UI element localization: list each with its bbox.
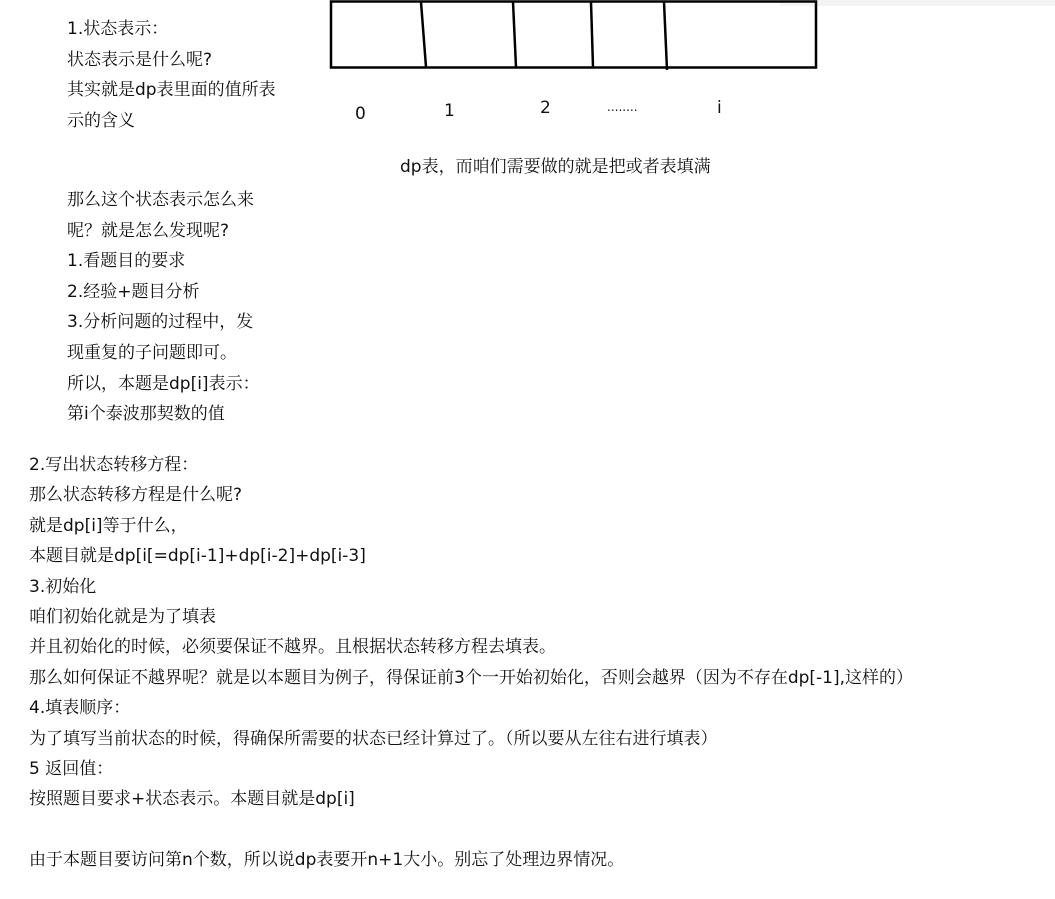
footer-note: 由于本题目要访问第n个数，所以说dp表要开n+1大小。别忘了处理边界情况。 <box>29 850 625 871</box>
heading-initialization: 3.初始化 <box>29 576 97 597</box>
blank-line <box>29 815 913 845</box>
text-line: 第i个泰波那契数的值 <box>67 404 225 425</box>
dp-table-diagram <box>326 0 826 130</box>
section-main-steps <box>29 450 913 875</box>
dp-index-label: ........ <box>607 100 638 114</box>
dp-table-outline <box>331 2 816 68</box>
dp-cell-divider <box>591 2 593 67</box>
heading-state-representation: 1.状态表示： <box>67 19 169 39</box>
transition-formula: 本题目就是dp[i[=dp[i-1]+dp[i-2]+dp[i-3] <box>29 546 366 567</box>
dp-table-caption: dp表，而咱们需要做的就是把或者表填满 <box>400 157 711 177</box>
dp-cell-divider <box>664 2 667 70</box>
dp-cell-divider <box>421 2 426 67</box>
dp-index-label: 1 <box>444 101 455 121</box>
heading-return-value: 5 返回值： <box>29 758 114 779</box>
dp-index-label: 0 <box>355 104 366 124</box>
text-line: 为了填写当前状态的时候，得确保所需要的状态已经计算过了。（所以要从左往右进行填表） <box>29 728 718 749</box>
text-line: 那么这个状态表示怎么来 <box>67 190 254 210</box>
text-line: 那么如何保证不越界呢？就是以本题目为例子，得保证前3个一开始初始化，否则会越界（因为不存在dp[-1],这样的） <box>29 667 914 688</box>
dp-table-sketch <box>326 0 826 80</box>
dp-index-label: 2 <box>540 98 551 118</box>
text-line: 所以，本题是dp[i]表示： <box>67 373 260 394</box>
heading-fill-order: 4.填表顺序： <box>29 698 131 719</box>
dp-index-label: i <box>717 98 722 118</box>
section-state-definition <box>67 14 276 136</box>
text-line: 示的含义 <box>67 110 135 131</box>
text-line: 现重复的子问题即可。 <box>67 342 237 363</box>
text-line: 咱们初始化就是为了填表 <box>29 606 216 627</box>
dp-cell-divider <box>513 2 516 67</box>
text-line: 呢？就是怎么发现呢? <box>67 220 230 241</box>
text-line: 1.看题目的要求 <box>67 251 186 272</box>
section-state-discovery <box>67 185 260 430</box>
text-line: 按照题目要求+状态表示。本题目就是dp[i] <box>29 789 355 810</box>
text-line: 3.分析问题的过程中，发 <box>67 312 254 333</box>
heading-transition-equation: 2.写出状态转移方程： <box>29 455 199 475</box>
text-line: 那么状态转移方程是什么呢? <box>29 485 243 506</box>
text-line: 其实就是dp表里面的值所表 <box>67 80 276 101</box>
text-line: 并且初始化的时候，必须要保证不越界。且根据状态转移方程去填表。 <box>29 637 556 658</box>
text-line: 2.经验+题目分析 <box>67 281 200 302</box>
text-line: 就是dp[i]等于什么， <box>29 515 188 536</box>
text-line: 状态表示是什么呢? <box>67 49 213 70</box>
